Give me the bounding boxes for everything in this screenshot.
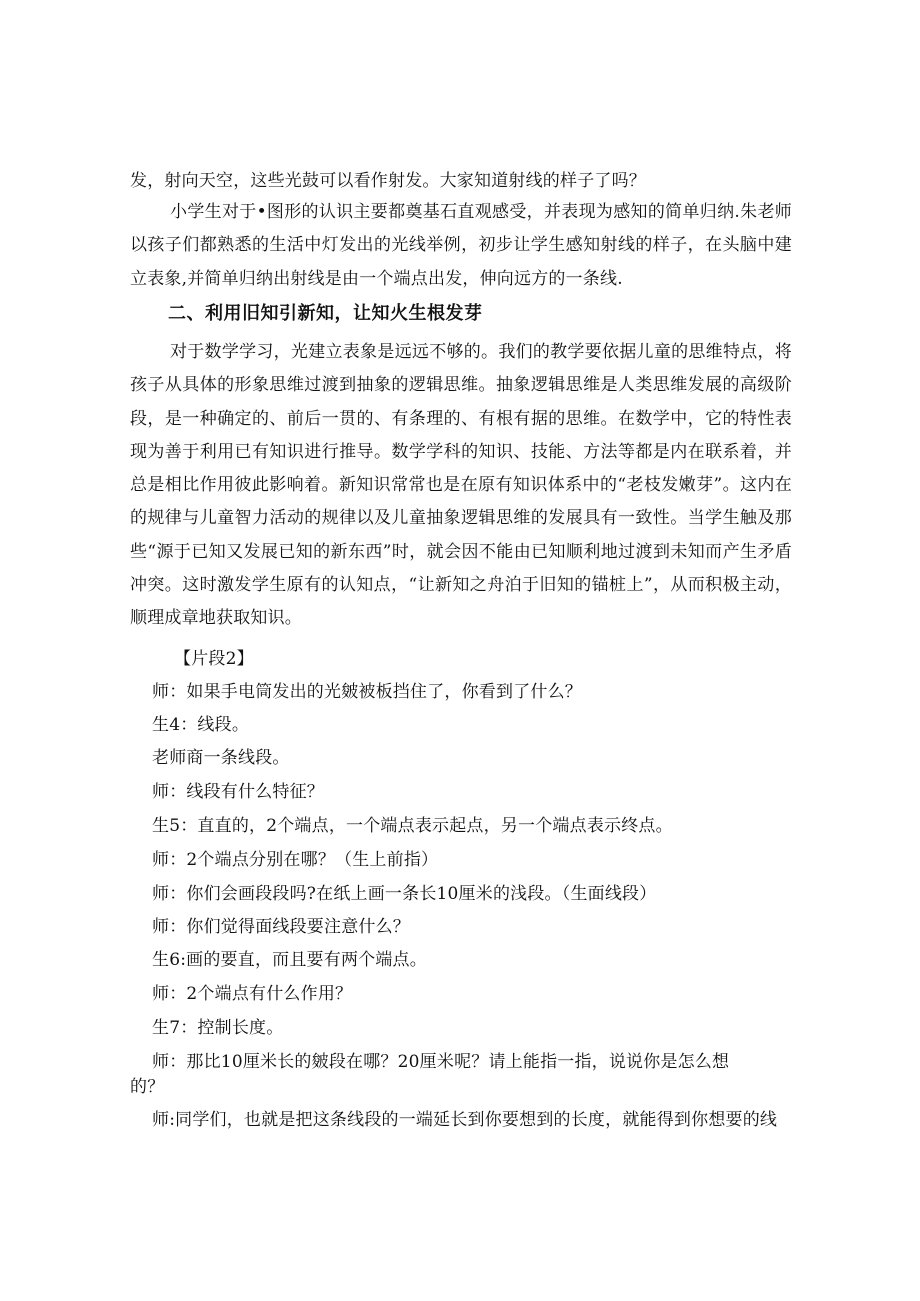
dialogue-line: 师：你们觉得面线段要注意什么？ bbox=[152, 917, 410, 937]
dialogue-line: 的？ bbox=[130, 1077, 165, 1097]
continuation-line: 发，射向天空，这些光鼓可以看作射发。大家知道射线的样子了吗？ bbox=[130, 171, 646, 191]
dialogue-line: 生7：控制长度。 bbox=[152, 1018, 284, 1038]
dialogue-line: 师：2个端点分别在哪？（生上前指） bbox=[152, 850, 439, 870]
dialogue-line: 师：如果手电筒发出的光皴被板挡住了，你看到了什么？ bbox=[152, 682, 582, 702]
paragraph-1: 小学生对于•图形的认识主要都奠基石直观感受，并表现为感知的简单归纳.朱老师以孩子们都熟悉的生活中灯发出的光线举例，初步让学生感知射线的样子，在头脑中建立表象,并简单归纳出射线是由一个端点出发，伸向远方的一条线. bbox=[130, 202, 792, 289]
dialogue-line: 生5：直直的，2个端点，一个端点表示起点，另一个端点表示终点。 bbox=[152, 816, 673, 836]
fragment-label: 【片段2】 bbox=[174, 649, 254, 669]
dialogue-line: 师:同学们，也就是把这条线段的一端延长到你要想到的长度，就能得到你想要的线 bbox=[152, 1110, 778, 1130]
dialogue-line: 师：你们会画段段吗?在纸上画一条长10厘米的浅段。（生面线段） bbox=[152, 884, 657, 904]
section-heading: 二、利用旧知引新知，让知火生根发芽 bbox=[168, 303, 483, 324]
paragraph-2: 对于数学学习，光建立表象是远远不够的。我们的教学要依据儿童的思维特点，将孩子从具体的形象思维过渡到抽象的逻辑思维。抽象逻辑思维是人类思维发展的高级阶段，是一种确定的、前后一贯的、有条理的、有根有据的思维。在数学中，它的特性表现为善于利用已有知识进行推导。数学学科的知识、技能、方法等都是内在联系着，并总是相比作用彼此影响着。新知识常常也是在原有知识体系中的“老枝发嫩芽”。这内在的规律与儿童智力活动的规律以及儿童抽象逻辑思维的发展具有一致性。当学生触及那些“源于已知又发展已知的新东西”时，就会因不能由已知顺利地过渡到未知而产生矛盾冲突。这时激发学生原有的认知点，“让新知之舟泊于旧知的锚桩上”，从而积极主动，顺理成章地获取知识。 bbox=[130, 342, 792, 629]
dialogue-line: 师：2个端点有什么作用？ bbox=[152, 984, 353, 1004]
dialogue-line: 生4：线段。 bbox=[152, 715, 250, 735]
dialogue-line: 老师商一条线段。 bbox=[152, 748, 290, 768]
dialogue-line: 生6:画的要直，而且要有两个端点。 bbox=[152, 950, 427, 970]
dialogue-line: 师：那比10厘米长的皴段在哪？20厘米呢？请上能指一指，说说你是怎么想 bbox=[152, 1052, 730, 1072]
dialogue-line: 师：线段有什么特征？ bbox=[152, 782, 324, 802]
